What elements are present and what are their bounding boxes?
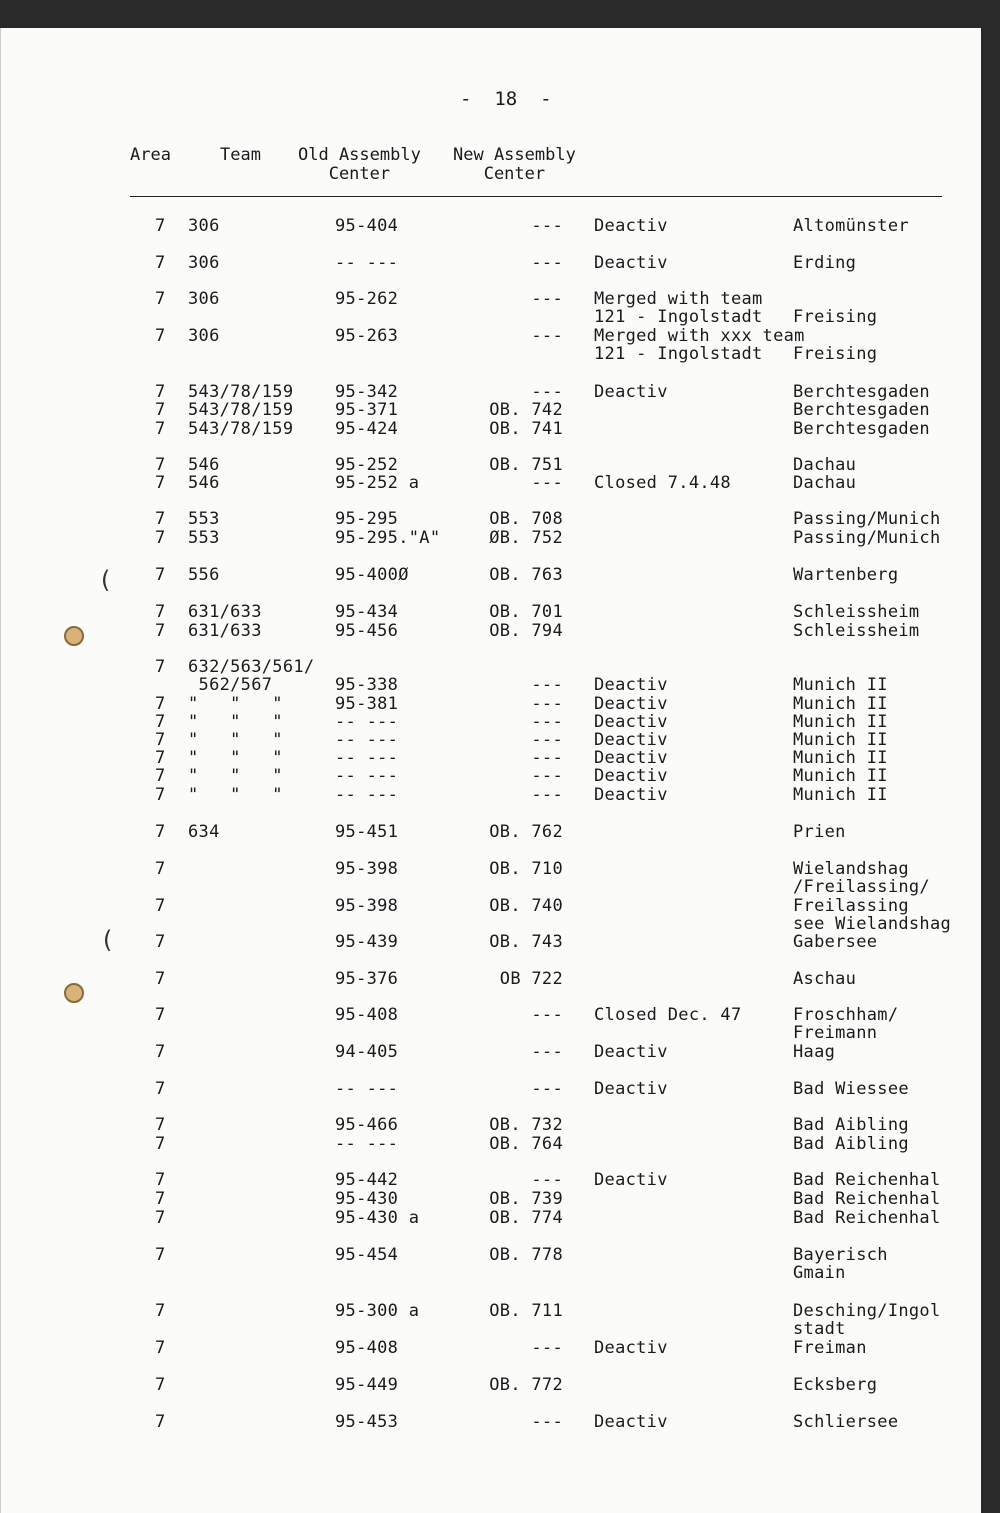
cell-old: -- --- xyxy=(335,748,399,768)
cell-location: Munich II xyxy=(793,785,888,805)
cell-location: Dachau xyxy=(793,455,857,475)
cell-area: 7 xyxy=(155,1170,166,1190)
cell-location: Wielandshag /Freilassing/ xyxy=(793,859,930,898)
cell-new: --- xyxy=(531,216,563,236)
cell-area: 7 xyxy=(155,509,166,529)
cell-new: OB. 739 xyxy=(489,1189,563,1209)
cell-area: 7 xyxy=(155,621,166,641)
cell-new: OB. 711 xyxy=(489,1301,563,1321)
cell-old: 95-300 a xyxy=(335,1301,420,1321)
cell-team: " " " xyxy=(188,694,283,714)
cell-area: 7 xyxy=(155,253,166,273)
cell-new: --- xyxy=(531,1412,563,1432)
cell-status: Deactiv xyxy=(594,1412,668,1432)
cell-old: -- --- xyxy=(335,712,399,732)
cell-old: 95-424 xyxy=(335,419,399,439)
cell-location: Munich II xyxy=(793,730,888,750)
cell-new: OB. 743 xyxy=(489,932,563,952)
cell-status: Deactiv xyxy=(594,766,668,786)
cell-new: --- xyxy=(531,1170,563,1190)
cell-location: Bad Reichenhal xyxy=(793,1189,941,1209)
cell-new: --- xyxy=(531,748,563,768)
cell-new: OB. 701 xyxy=(489,602,563,622)
cell-team: 631/633 xyxy=(188,621,262,641)
cell-old: 94-405 xyxy=(335,1042,399,1062)
cell-location: Dachau xyxy=(793,473,857,493)
cell-old: 95-398 xyxy=(335,859,399,879)
cell-location: Wartenberg xyxy=(793,565,899,585)
cell-area: 7 xyxy=(155,694,166,714)
cell-old: -- --- xyxy=(335,785,399,805)
cell-location: Berchtesgaden xyxy=(793,382,930,402)
cell-area: 7 xyxy=(155,1005,166,1025)
cell-location: Erding xyxy=(793,253,857,273)
cell-area: 7 xyxy=(155,969,166,989)
cell-area: 7 xyxy=(155,712,166,732)
cell-old: 95-398 xyxy=(335,896,399,916)
header-area: Area xyxy=(130,145,171,165)
cell-status: Closed Dec. 47 xyxy=(594,1005,742,1025)
header-new-assembly: New Assembly Center xyxy=(453,145,576,184)
cell-area: 7 xyxy=(155,748,166,768)
cell-old: 95-442 xyxy=(335,1170,399,1190)
cell-status: Deactiv xyxy=(594,253,668,273)
cell-location: Froschham/ Freimann xyxy=(793,1005,899,1044)
cell-status: Deactiv xyxy=(594,1079,668,1099)
cell-new: --- xyxy=(531,1338,563,1358)
cell-location: Freising xyxy=(793,307,878,328)
cell-old: 95-295 xyxy=(335,509,399,529)
cell-location: Berchtesgaden xyxy=(793,400,930,420)
cell-status: Deactiv xyxy=(594,216,668,236)
cell-status: Closed 7.4.48 xyxy=(594,473,731,493)
cell-area: 7 xyxy=(155,382,166,402)
cell-old: 95-371 xyxy=(335,400,399,420)
cell-location: Gabersee xyxy=(793,932,878,952)
cell-status: Deactiv xyxy=(594,712,668,732)
cell-location: Schleissheim xyxy=(793,602,920,622)
cell-status: Merged with xxx team 121 - Ingolstadt xyxy=(594,326,805,365)
cell-team: 553 xyxy=(188,509,220,529)
cell-new: OB. 740 xyxy=(489,896,563,916)
cell-team: " " " xyxy=(188,785,283,805)
cell-status: Deactiv xyxy=(594,675,668,696)
cell-status: Deactiv xyxy=(594,730,668,750)
cell-team: 543/78/159 xyxy=(188,419,294,439)
cell-old: 95-252 xyxy=(335,455,399,475)
cell-location: Altomünster xyxy=(793,216,909,236)
cell-team: 306 xyxy=(188,326,220,346)
cell-team: " " " xyxy=(188,766,283,786)
cell-team: 306 xyxy=(188,253,220,273)
cell-area: 7 xyxy=(155,859,166,879)
cell-location: Munich II xyxy=(793,712,888,732)
cell-new: OB. 710 xyxy=(489,859,563,879)
cell-location: Ecksberg xyxy=(793,1375,878,1395)
cell-location: Schliersee xyxy=(793,1412,899,1432)
cell-new: --- xyxy=(531,675,563,696)
cell-new: --- xyxy=(531,1005,563,1025)
cell-new: OB. 708 xyxy=(489,509,563,529)
cell-new: --- xyxy=(531,730,563,750)
cell-area: 7 xyxy=(155,1245,166,1265)
cell-location: Haag xyxy=(793,1042,836,1062)
cell-location: Aschau xyxy=(793,969,857,989)
cell-old: 95-408 xyxy=(335,1338,399,1358)
cell-old: 95-263 xyxy=(335,326,399,346)
cell-area: 7 xyxy=(155,822,166,842)
cell-area: 7 xyxy=(155,289,166,309)
cell-location: Munich II xyxy=(793,748,888,768)
cell-location: Freiman xyxy=(793,1338,867,1358)
cell-location: Passing/Munich xyxy=(793,509,941,529)
cell-area: 7 xyxy=(155,602,166,622)
cell-team: 306 xyxy=(188,216,220,236)
cell-area: 7 xyxy=(155,785,166,805)
cell-old: -- --- xyxy=(335,766,399,786)
cell-old: -- --- xyxy=(335,730,399,750)
cell-team: 546 xyxy=(188,455,220,475)
cell-new: --- xyxy=(531,326,563,346)
cell-team: " " " xyxy=(188,748,283,768)
cell-old: 95-400Ø xyxy=(335,565,409,585)
cell-new: OB. 778 xyxy=(489,1245,563,1265)
cell-new: --- xyxy=(531,712,563,732)
cell-area: 7 xyxy=(155,216,166,236)
cell-old: 95-408 xyxy=(335,1005,399,1025)
cell-area: 7 xyxy=(155,1375,166,1395)
cell-new: OB. 751 xyxy=(489,455,563,475)
cell-area: 7 xyxy=(155,473,166,493)
cell-team: 543/78/159 xyxy=(188,400,294,420)
cell-team: 556 xyxy=(188,565,220,585)
cell-area: 7 xyxy=(155,657,166,677)
cell-new: --- xyxy=(531,473,563,493)
cell-old: 95-262 xyxy=(335,289,399,309)
cell-location: Freising xyxy=(793,344,878,365)
cell-team: 632/563/561/ 562/567 xyxy=(188,657,315,696)
cell-location: Schleissheim xyxy=(793,621,920,641)
cell-location: Bayerisch Gmain xyxy=(793,1245,888,1284)
cell-area: 7 xyxy=(155,896,166,916)
cell-new: --- xyxy=(531,785,563,805)
cell-old: 95-466 xyxy=(335,1115,399,1135)
cell-new: --- xyxy=(531,694,563,714)
cell-area: 7 xyxy=(155,730,166,750)
cell-team: " " " xyxy=(188,712,283,732)
cell-new: OB. 764 xyxy=(489,1134,563,1154)
cell-area: 7 xyxy=(155,528,166,548)
pencil-mark: ( xyxy=(98,566,113,594)
cell-old: 95-376 xyxy=(335,969,399,989)
cell-new: --- xyxy=(531,1042,563,1062)
cell-status: Merged with team 121 - Ingolstadt xyxy=(594,289,763,328)
cell-old: 95-404 xyxy=(335,216,399,236)
cell-old: 95-252 a xyxy=(335,473,420,493)
cell-new: --- xyxy=(531,1079,563,1099)
cell-new: --- xyxy=(531,382,563,402)
cell-location: Freilassing see Wielandshag xyxy=(793,896,952,935)
cell-old: 95-430 xyxy=(335,1189,399,1209)
cell-old: 95-295."A" xyxy=(335,528,441,548)
cell-team: 553 xyxy=(188,528,220,548)
cell-status: Deactiv xyxy=(594,785,668,805)
cell-area: 7 xyxy=(155,565,166,585)
cell-new: OB. 741 xyxy=(489,419,563,439)
cell-team: 634 xyxy=(188,822,220,842)
cell-area: 7 xyxy=(155,1115,166,1135)
cell-new: ØB. 752 xyxy=(489,528,563,548)
cell-new: OB. 774 xyxy=(489,1208,563,1228)
cell-new: OB. 762 xyxy=(489,822,563,842)
cell-status: Deactiv xyxy=(594,382,668,402)
cell-old: 95-449 xyxy=(335,1375,399,1395)
cell-new: OB. 794 xyxy=(489,621,563,641)
cell-new: OB. 763 xyxy=(489,565,563,585)
cell-location: Bad Aibling xyxy=(793,1134,909,1154)
cell-location: Passing/Munich xyxy=(793,528,941,548)
cell-area: 7 xyxy=(155,419,166,439)
cell-new: --- xyxy=(531,766,563,786)
cell-area: 7 xyxy=(155,932,166,952)
cell-team: 546 xyxy=(188,473,220,493)
cell-status: Deactiv xyxy=(594,1042,668,1062)
cell-new: --- xyxy=(531,289,563,309)
cell-location: Bad Wiessee xyxy=(793,1079,909,1099)
cell-location: Bad Aibling xyxy=(793,1115,909,1135)
cell-new: OB 722 xyxy=(499,969,563,989)
cell-area: 7 xyxy=(155,1189,166,1209)
header-rule xyxy=(130,196,942,197)
header-old-assembly: Old Assembly Center xyxy=(298,145,421,184)
cell-status: Deactiv xyxy=(594,1338,668,1358)
cell-status: Deactiv xyxy=(594,748,668,768)
cell-new: --- xyxy=(531,253,563,273)
cell-area: 7 xyxy=(155,1412,166,1432)
cell-area: 7 xyxy=(155,1301,166,1321)
cell-team: 631/633 xyxy=(188,602,262,622)
cell-new: OB. 732 xyxy=(489,1115,563,1135)
cell-location: Munich II xyxy=(793,675,888,696)
cell-old: -- --- xyxy=(335,253,399,273)
punch-hole-top xyxy=(64,626,84,646)
cell-team: 543/78/159 xyxy=(188,382,294,402)
cell-area: 7 xyxy=(155,1079,166,1099)
cell-location: Munich II xyxy=(793,766,888,786)
cell-old: 95-338 xyxy=(335,675,399,696)
cell-team: " " " xyxy=(188,730,283,750)
cell-old: -- --- xyxy=(335,1134,399,1154)
cell-status: Deactiv xyxy=(594,1170,668,1190)
cell-team: 306 xyxy=(188,289,220,309)
cell-location: Bad Reichenhal xyxy=(793,1208,941,1228)
cell-old: 95-439 xyxy=(335,932,399,952)
cell-status: Deactiv xyxy=(594,694,668,714)
cell-area: 7 xyxy=(155,455,166,475)
cell-old: 95-456 xyxy=(335,621,399,641)
cell-old: 95-430 a xyxy=(335,1208,420,1228)
cell-old: 95-342 xyxy=(335,382,399,402)
cell-area: 7 xyxy=(155,1208,166,1228)
cell-area: 7 xyxy=(155,1134,166,1154)
cell-old: -- --- xyxy=(335,1079,399,1099)
cell-area: 7 xyxy=(155,400,166,420)
cell-area: 7 xyxy=(155,326,166,346)
cell-new: OB. 742 xyxy=(489,400,563,420)
punch-hole-bottom xyxy=(64,983,84,1003)
cell-location: Desching/Ingol stadt xyxy=(793,1301,941,1340)
cell-location: Prien xyxy=(793,822,846,842)
header-team: Team xyxy=(220,145,261,165)
pencil-mark: ( xyxy=(100,926,115,954)
cell-old: 95-451 xyxy=(335,822,399,842)
cell-old: 95-453 xyxy=(335,1412,399,1432)
cell-new: OB. 772 xyxy=(489,1375,563,1395)
cell-area: 7 xyxy=(155,1338,166,1358)
cell-area: 7 xyxy=(155,766,166,786)
cell-area: 7 xyxy=(155,1042,166,1062)
page-number: - 18 - xyxy=(460,88,552,110)
cell-old: 95-381 xyxy=(335,694,399,714)
cell-location: Berchtesgaden xyxy=(793,419,930,439)
cell-old: 95-434 xyxy=(335,602,399,622)
cell-location: Bad Reichenhal xyxy=(793,1170,941,1190)
cell-location: Munich II xyxy=(793,694,888,714)
cell-old: 95-454 xyxy=(335,1245,399,1265)
